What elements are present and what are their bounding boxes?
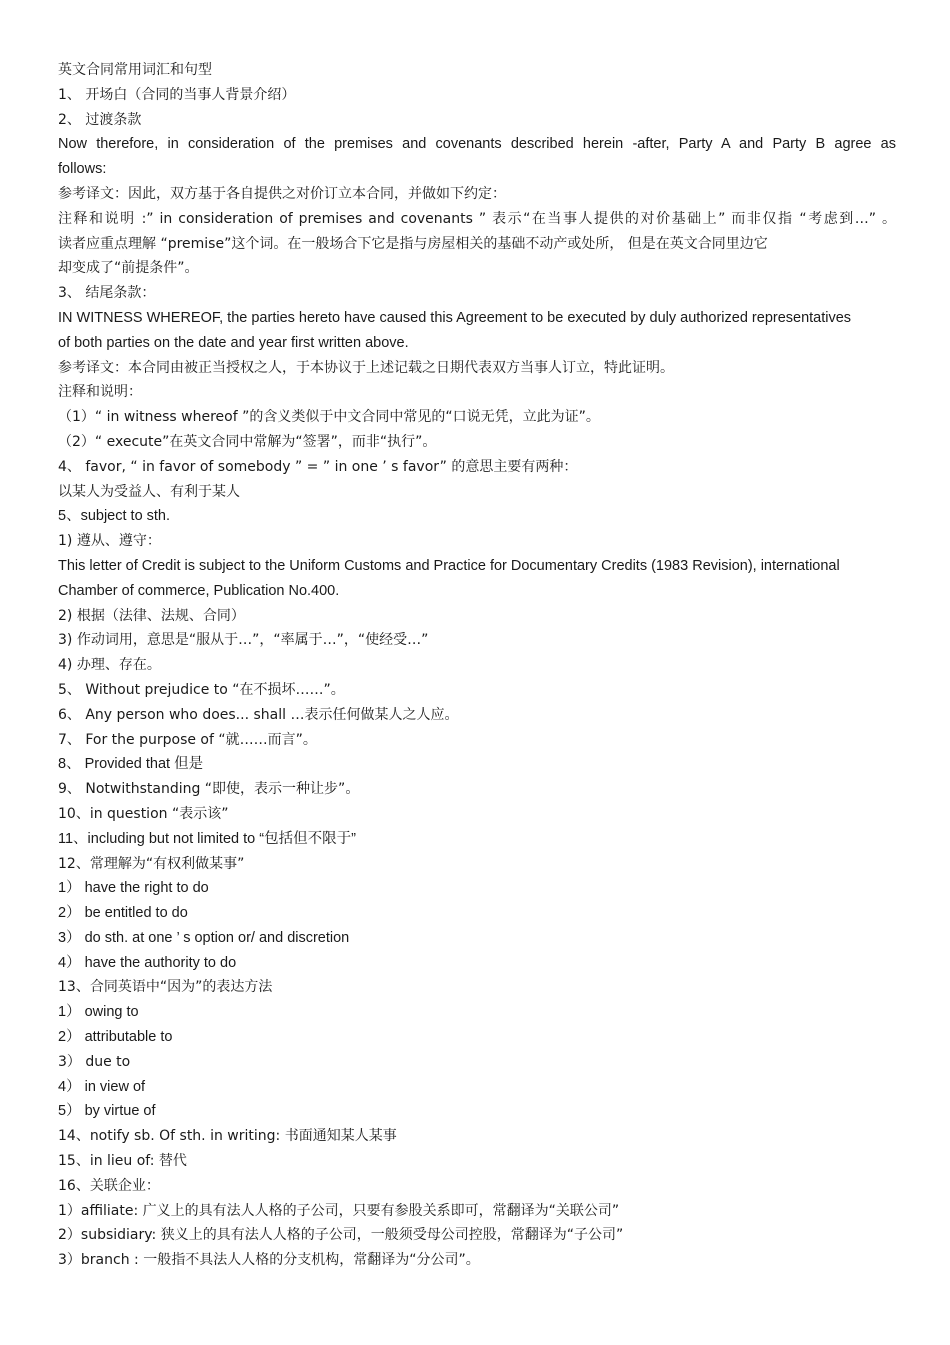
document-line: 参考译文：本合同由被正当授权之人，于本协议于上述记载之日期代表双方当事人订立，特此证明。 [58,359,674,376]
document-line: 6、 Any person who does... shall …表示任何做某人之人应。 [58,706,459,723]
document-line: 9、 Notwithstanding “即使，表示一种让步”。 [58,781,360,798]
document-line: 5、subject to sth. [58,508,171,525]
document-line: Chamber of commerce, Publication No.400. [58,582,340,599]
document-line: 4、 favor, “ in favor of somebody ” = ” in one ’ s favor” 的意思主要有两种： [58,458,578,475]
document-line: 4） in view of [58,1078,146,1095]
document-line: 4） have the authority to do [58,954,237,971]
document-line: 12、常理解为“有权利做某事” [58,855,245,872]
document-line: 3) 作动词用，意思是“服从于…”，“率属于…”，“使经受…” [58,632,429,649]
document-line: 却变成了“前提条件”。 [58,260,199,277]
document-line: 1、 开场白（合同的当事人背景介绍） [58,86,296,103]
document-page [58,58,896,1273]
document-line: 参考译文：因此，双方基于各自提供之对价订立本合同，并做如下约定： [58,185,506,202]
document-line: 1） owing to [58,1004,139,1021]
document-line: 以某人为受益人、有利于某人 [58,483,240,500]
document-line: 2、 过渡条款 [58,111,142,128]
document-line: 2） be entitled to do [58,905,188,922]
document-line: 读者应重点理解 “premise”这个词。在一般场合下它是指与房屋相关的基础不动产或处所， 但是在英文合同里边它 [58,235,768,252]
document-line: 13、合同英语中“因为”的表达方法 [58,979,273,996]
document-line: of both parties on the date and year first written above. [58,334,409,351]
document-line: 15、in lieu of: 替代 [58,1153,187,1170]
document-line: 1) 遵从、遵守： [58,533,161,550]
document-line: 3） due to [58,1053,131,1070]
document-line: IN WITNESS WHEREOF, the parties hereto have caused this Agreement to be executed by duly authorized representatives [58,309,852,326]
document-line: 3） do sth. at one ’ s option or/ and discretion [58,929,350,946]
document-line: 2）subsidiary: 狭义上的具有法人人格的子公司，一般须受母公司控股，常翻译为“子公司” [58,1227,624,1244]
document-line: 3）branch : 一般指不具法人人格的分支机构，常翻译为“分公司”。 [58,1252,480,1269]
document-line: 4) 办理、存在。 [58,657,161,674]
document-line: 注释和说明 :” in consideration of premises and covenants ” 表示“在当事人提供的对价基础上” 而非仅指 “考虑到…” 。 [58,210,896,227]
document-line: 2） attributable to [58,1029,173,1046]
document-line: follows: [58,161,107,178]
document-line: 5、 Without prejudice to “在不损坏……”。 [58,681,345,698]
document-line: 注释和说明： [58,384,142,401]
document-line: 5） by virtue of [58,1103,156,1120]
document-line: 11、including but not limited to “包括但不限于” [58,830,356,847]
document-line: （2）“ execute”在英文合同中常解为“签署”，而非“执行”。 [58,433,437,450]
document-line: Now therefore, in consideration of the premises and covenants described herein -after, Party A and Party B agree as [58,136,896,153]
document-line: 2) 根据（法律、法规、合同） [58,607,245,624]
document-line: 14、notify sb. Of sth. in writing: 书面通知某人某事 [58,1128,397,1145]
document-title: 英文合同常用词汇和句型 [58,62,212,78]
document-line: 1） have the right to do [58,880,209,897]
document-line: 7、 For the purpose of “就……而言”。 [58,731,317,748]
document-line: 1）affiliate: 广义上的具有法人人格的子公司，只要有参股关系即可，常翻译为“关联公司” [58,1202,620,1219]
document-line: This letter of Credit is subject to the Uniform Customs and Practice for Documentary Credits (1983 Revision), international [58,557,840,574]
document-line: 16、关联企业： [58,1177,160,1194]
document-line: （1）“ in witness whereof ”的含义类似于中文合同中常见的“口说无凭，立此为证”。 [58,409,600,426]
document-line: 3、 结尾条款： [58,285,156,302]
document-line: 8、 Provided that 但是 [58,756,204,773]
document-line: 10、in question “表示该” [58,805,229,822]
